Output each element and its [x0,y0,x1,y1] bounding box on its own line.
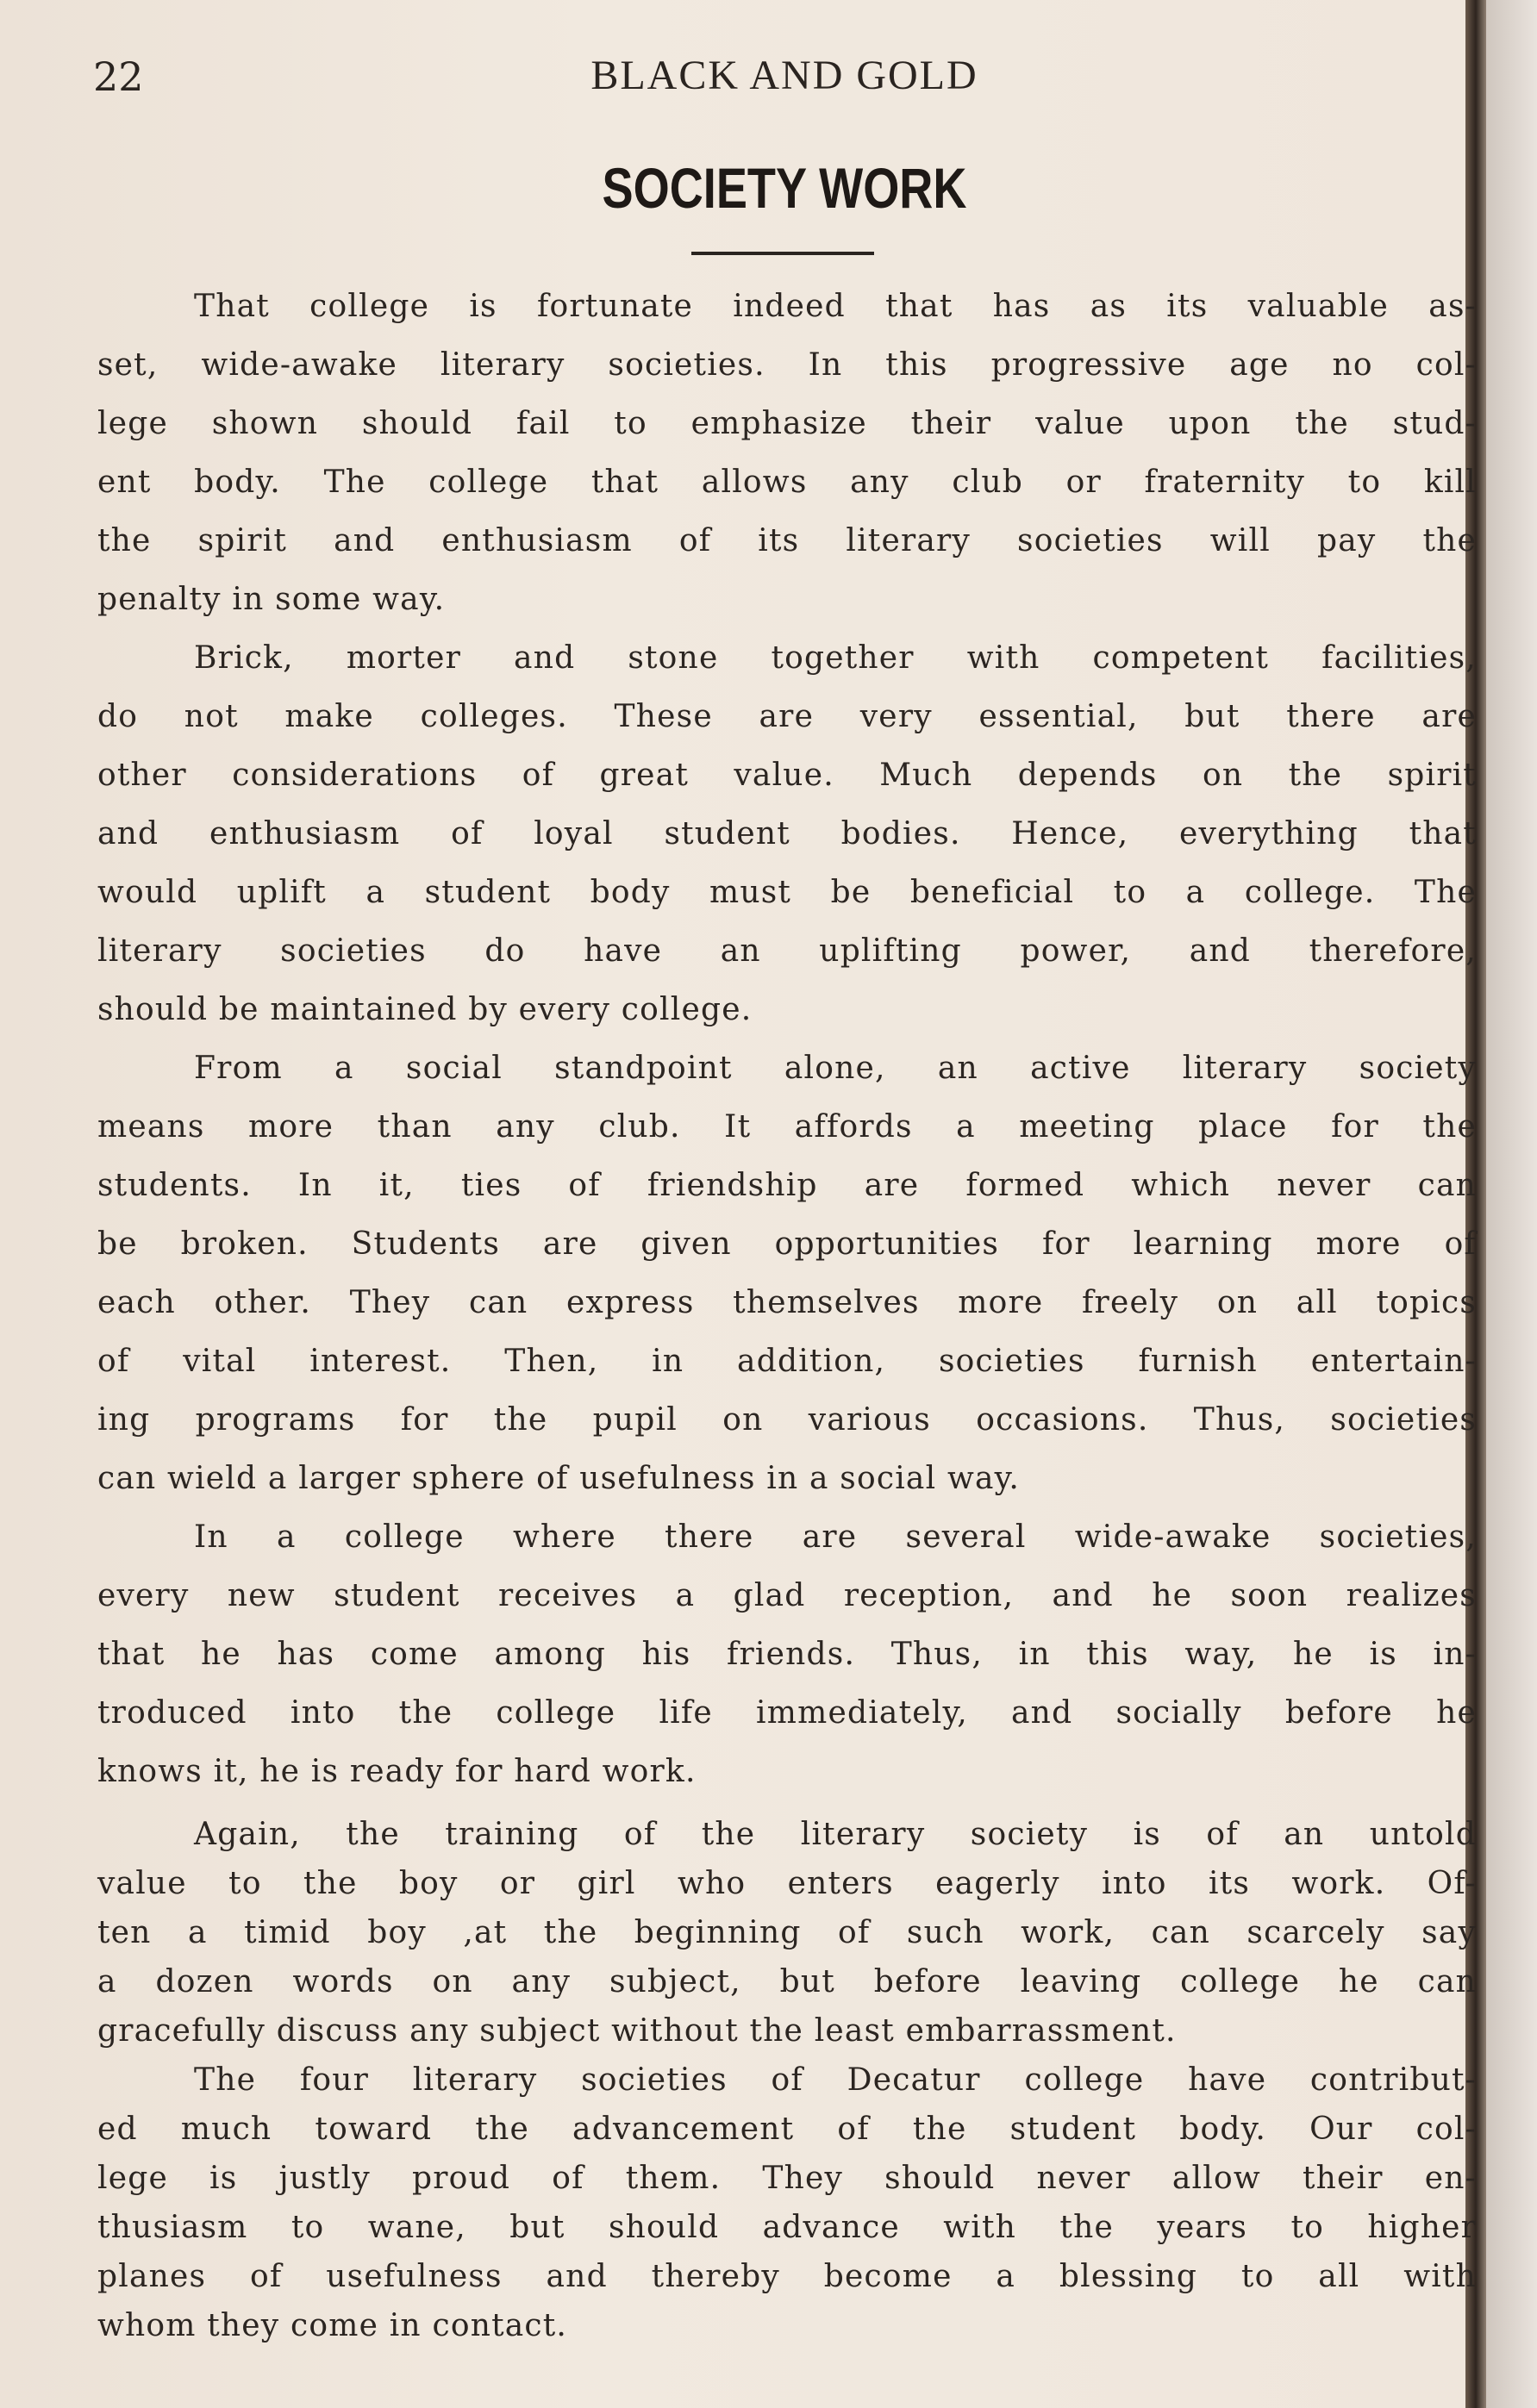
paragraph-line: ed much toward the advancement of the student body. Our col- [97,2112,1477,2147]
paragraph-line: ing programs for the pupil on various occasions. Thus, societies [97,1402,1477,1438]
paragraph-line: planes of usefulness and thereby become a blessing to all with [97,2259,1477,2294]
paragraph-line: The four literary societies of Decatur college have contribut- [194,2062,1477,2098]
paragraph-line: students. In it, ties of friendship are formed which never can [97,1168,1477,1203]
paragraph-line: Brick, morter and stone together with competent facilities, [194,640,1477,676]
paragraph-line: of vital interest. Then, in addition, societies furnish entertain- [97,1344,1477,1379]
paragraph-line: From a social standpoint alone, an active literary society [194,1051,1477,1086]
paragraph-line: lege is justly proud of them. They should never allow their en- [97,2161,1477,2196]
paragraph-line: gracefully discuss any subject without the least embarrassment. [97,2013,1177,2049]
paragraph-line: whom they come in contact. [97,2308,568,2343]
paragraph-line: each other. They can express themselves more freely on all topics [97,1285,1477,1320]
paragraph-line: be broken. Students are given opportunities for learning more of [97,1226,1477,1262]
article-body-lower [97,1810,1477,2350]
paragraph-line: do not make colleges. These are very essential, but there are [97,699,1477,734]
paragraph-line: In a college where there are several wide-awake societies, [194,1519,1477,1555]
paragraph-line: means more than any club. It affords a meeting place for the [97,1109,1477,1145]
paragraph-line: knows it, he is ready for hard work. [97,1754,697,1789]
paragraph-line: That college is fortunate indeed that has as its valuable as- [194,289,1477,324]
paragraph-line: literary societies do have an uplifting power, and therefore, [97,933,1477,969]
paragraph-line: should be maintained by every college. [97,992,753,1027]
paragraph-line: penalty in some way. [97,582,446,617]
paragraph-line: ten a timid boy ,at the beginning of such work, can scarcely say [97,1915,1477,1950]
paragraph-line: that he has come among his friends. Thus, in this way, he is in- [97,1637,1477,1672]
title-rule-divider [691,252,874,255]
paragraph-line: every new student receives a glad reception, and he soon realizes [97,1578,1477,1613]
paragraph-line: a dozen words on any subject, but before leaving college he can [97,1964,1477,1999]
page-number: 22 [93,53,144,100]
paragraph-line: troduced into the college life immediately, and socially before he [97,1695,1477,1731]
paragraph-line: and enthusiasm of loyal student bodies. Hence, everything that [97,816,1477,852]
article-body-upper [97,278,1477,1801]
paragraph-line: set, wide-awake literary societies. In this progressive age no col- [97,347,1477,383]
paragraph-line: thusiasm to wane, but should advance with the years to higher [97,2210,1477,2245]
running-title: BLACK AND GOLD [590,53,978,98]
paragraph-line: can wield a larger sphere of usefulness in a social way. [97,1461,1021,1496]
paragraph-line: the spirit and enthusiasm of its literary societies will pay the [97,523,1477,558]
paragraph-line: ent body. The college that allows any club or fraternity to kill [97,465,1477,500]
paragraph-line: other considerations of great value. Much depends on the spirit [97,758,1477,793]
background-beyond-page [1486,0,1537,2408]
article-title: SOCIETY WORK [602,156,967,220]
paragraph-line: value to the boy or girl who enters eagerly into its work. Of- [97,1866,1477,1901]
paragraph-line: would uplift a student body must be beneficial to a college. The [97,875,1477,910]
paragraph-line: Again, the training of the literary society is of an untold [194,1817,1477,1852]
paragraph-line: lege shown should fail to emphasize their value upon the stud- [97,406,1477,441]
